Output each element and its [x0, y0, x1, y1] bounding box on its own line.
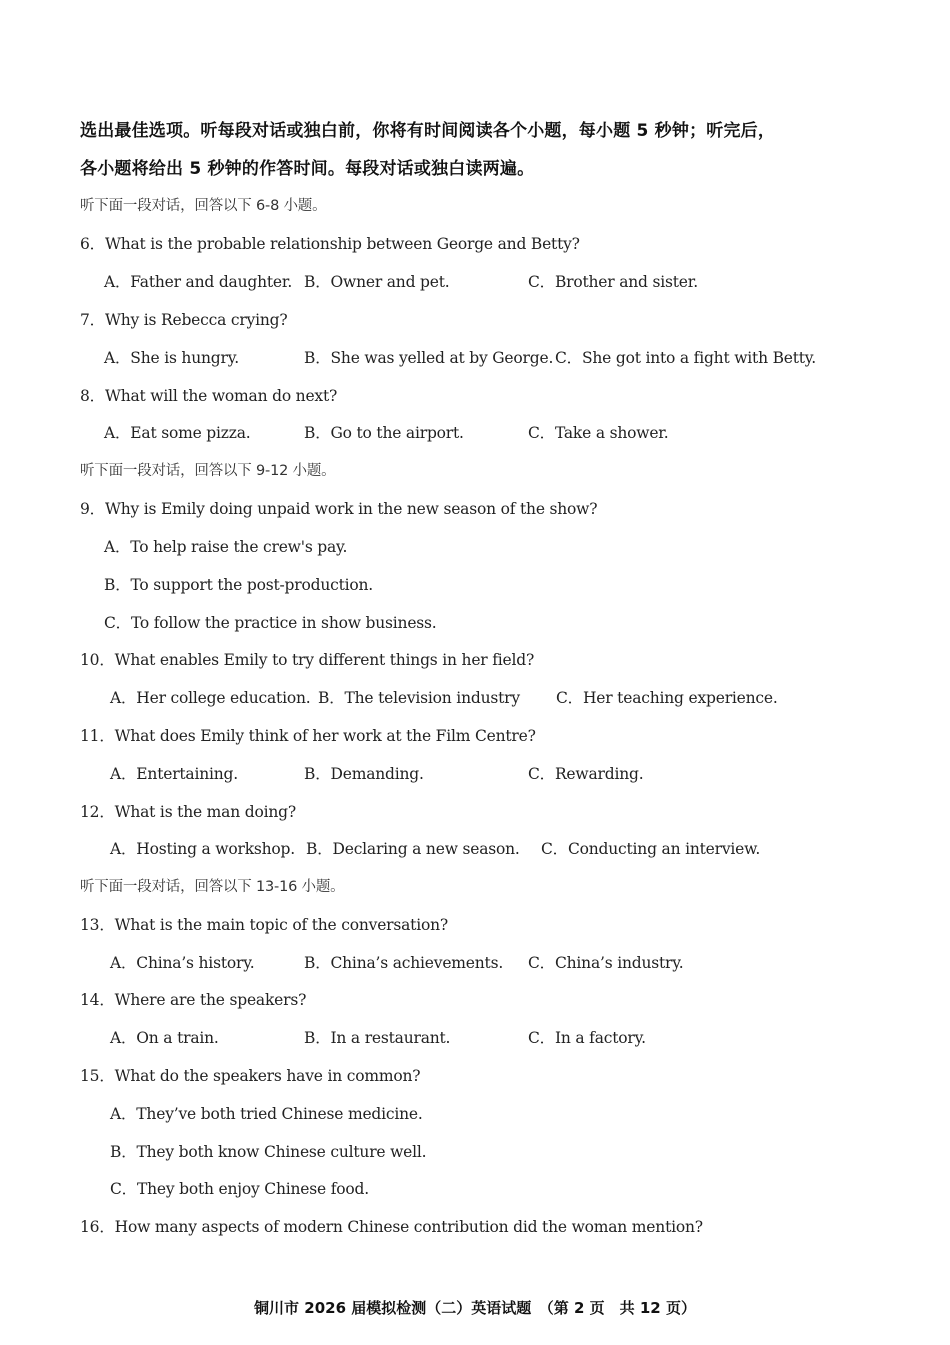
option-14b: B．In a restaurant. [304, 1029, 451, 1047]
question-11: 11．What does Emily think of her work at the Film Centre? [80, 727, 536, 745]
option-13a: A．China’s history. [110, 954, 255, 972]
question-6: 6．What is the probable relationship between George and Betty? [80, 235, 580, 253]
section-heading-6-8: 听下面一段对话，回答以下 6-8 小题。 [80, 198, 327, 214]
question-14: 14．Where are the speakers? [80, 991, 307, 1009]
section-heading-13-16: 听下面一段对话，回答以下 13-16 小题。 [80, 879, 345, 895]
option-14c: C．In a factory. [528, 1029, 646, 1047]
option-10b: B．The television industry [318, 689, 520, 707]
option-9a: A．To help raise the crew's pay. [104, 538, 348, 556]
option-8c: C．Take a shower. [528, 424, 669, 442]
instructions-line-2: 各小题将给出 5 秒钟的作答时间。每段对话或独白读两遍。 [80, 159, 535, 179]
option-8a: A．Eat some pizza. [104, 424, 251, 442]
question-7: 7．Why is Rebecca crying? [80, 311, 288, 329]
option-7b: B．She was yelled at by George. [304, 349, 554, 367]
option-11b: B．Demanding. [304, 765, 424, 783]
option-6a: A．Father and daughter. [104, 273, 293, 291]
option-9b: B．To support the post-production. [104, 576, 374, 594]
instructions-line-1: 选出最佳选项。听每段对话或独白前，你将有时间阅读各个小题，每小题 5 秒钟；听完后， [80, 121, 776, 141]
option-6c: C．Brother and sister. [528, 273, 698, 291]
option-12c: C．Conducting an interview. [541, 840, 761, 858]
option-10a: A．Her college education. [110, 689, 311, 707]
option-11a: A．Entertaining. [110, 765, 239, 783]
option-13c: C．China’s industry. [528, 954, 684, 972]
option-13b: B．China’s achievements. [304, 954, 504, 972]
question-13: 13．What is the main topic of the conversation? [80, 916, 448, 934]
option-7a: A．She is hungry. [104, 349, 239, 367]
option-15a: A．They’ve both tried Chinese medicine. [110, 1105, 423, 1123]
question-15: 15．What do the speakers have in common? [80, 1067, 421, 1085]
question-8: 8．What will the woman do next? [80, 387, 338, 405]
question-10: 10．What enables Emily to try different things in her field? [80, 651, 535, 669]
option-9c: C．To follow the practice in show business. [104, 614, 437, 632]
section-heading-9-12: 听下面一段对话，回答以下 9-12 小题。 [80, 463, 336, 479]
option-6b: B．Owner and pet. [304, 273, 450, 291]
option-12a: A．Hosting a workshop. [110, 840, 296, 858]
option-15b: B．They both know Chinese culture well. [110, 1143, 427, 1161]
option-12b: B．Declaring a new season. [306, 840, 520, 858]
question-16: 16．How many aspects of modern Chinese contribution did the woman mention? [80, 1218, 703, 1236]
page-footer: 铜川市 2026 届模拟检测（二）英语试题 （第 2 页 共 12 页） [254, 1299, 696, 1317]
option-11c: C．Rewarding. [528, 765, 644, 783]
question-9: 9．Why is Emily doing unpaid work in the new season of the show? [80, 500, 598, 518]
question-12: 12．What is the man doing? [80, 803, 296, 821]
option-15c: C．They both enjoy Chinese food. [110, 1180, 369, 1198]
option-7c: C．She got into a fight with Betty. [555, 349, 817, 367]
option-14a: A．On a train. [110, 1029, 219, 1047]
option-10c: C．Her teaching experience. [556, 689, 778, 707]
option-8b: B．Go to the airport. [304, 424, 464, 442]
